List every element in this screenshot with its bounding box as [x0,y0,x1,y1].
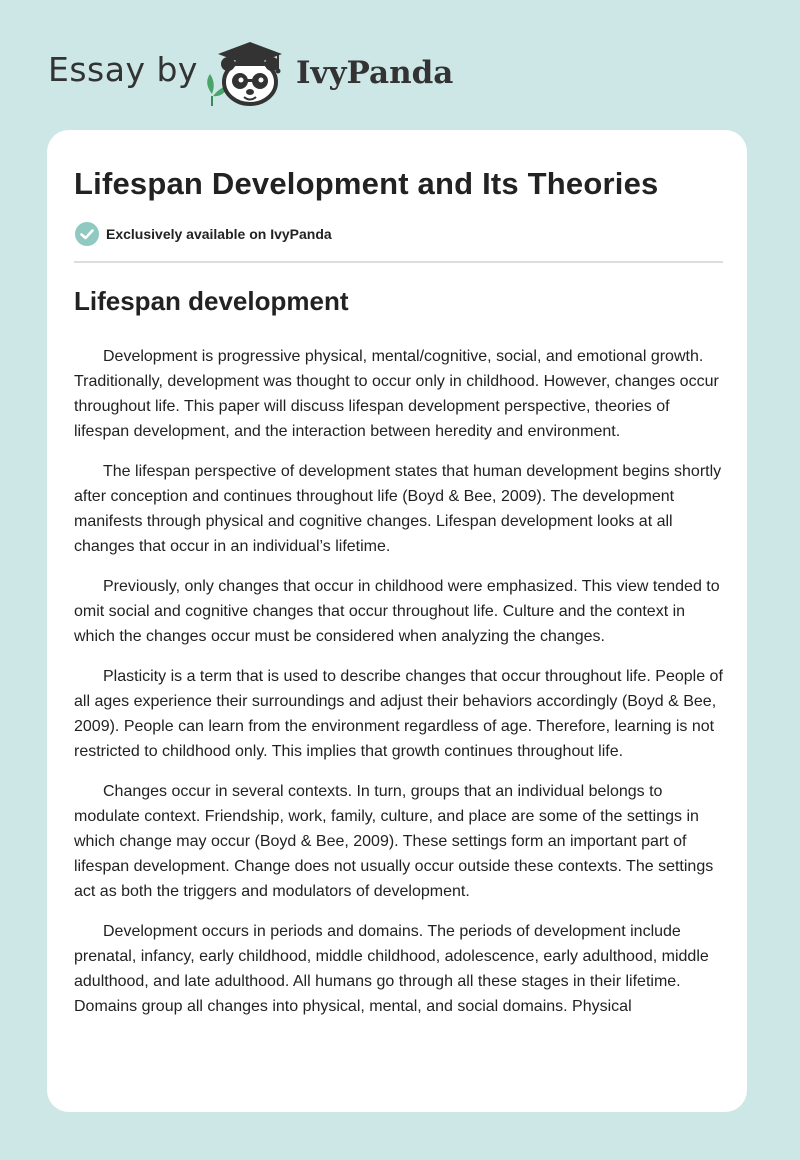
title-divider [74,261,723,263]
essay-card [47,130,747,1112]
paragraph: The lifespan perspective of development states that human development begins shortly after conception and continues throughout life (Boyd & Bee, 2009). The development manifests through physical and cognitive changes. Lifespan development looks at all changes that occur in an individual’s lifetime. [74,463,722,555]
paragraph: Plasticity is a term that is used to describe changes that occur throughout life. People of all ages experience their surroundings and adjust their behaviors accordingly (Boyd & Bee, 2009). People can learn from the environment regardless of age. Therefore, learning is not restricted to childhood only. This implies that growth continues throughout life. [74,668,723,760]
panda-graduate-logo-icon[interactable] [200,36,290,108]
section-heading: Lifespan development [74,286,349,316]
ivypanda-brand[interactable]: IvyPanda [296,55,454,91]
page-title: Lifespan Development and Its Theories [74,166,659,201]
essay-by-label: Essay by [48,50,198,89]
paragraph: Development is progressive physical, mental/cognitive, social, and emotional growth. Traditionally, development was thought to occur only in childhood. However, changes occur throughout life. This paper will discuss lifespan development perspective, theories of lifespan development, and the interaction between heredity and environment. [74,348,719,440]
checkmark-circle-icon [74,221,100,247]
paragraph: Development occurs in periods and domains. The periods of development include prenatal, infancy, early childhood, middle childhood, adolescence, early adulthood, middle adulthood, and late adulthood. All humans go through all these stages in their lifetime. Domains group all changes into physical, mental, and social domains. Physical [74,923,709,1015]
paragraph: Changes occur in several contexts. In turn, groups that an individual belongs to modulate context. Friendship, work, family, culture, and place are some of the settings in which change may occur (Boyd & Bee, 2009). These settings form an important part of lifespan development. Change does not usually occur outside these contexts. The settings act as both the triggers and modulators of development. [74,783,714,900]
essay-body [74,344,726,1034]
paragraph: Previously, only changes that occur in childhood were emphasized. This view tended to omit social and cognitive changes that occur throughout life. Culture and the context in which the changes occur must be considered when analyzing the changes. [74,578,720,645]
exclusive-badge [74,221,332,247]
site-header [0,0,800,130]
exclusive-badge-label: Exclusively available on IvyPanda [106,226,332,242]
